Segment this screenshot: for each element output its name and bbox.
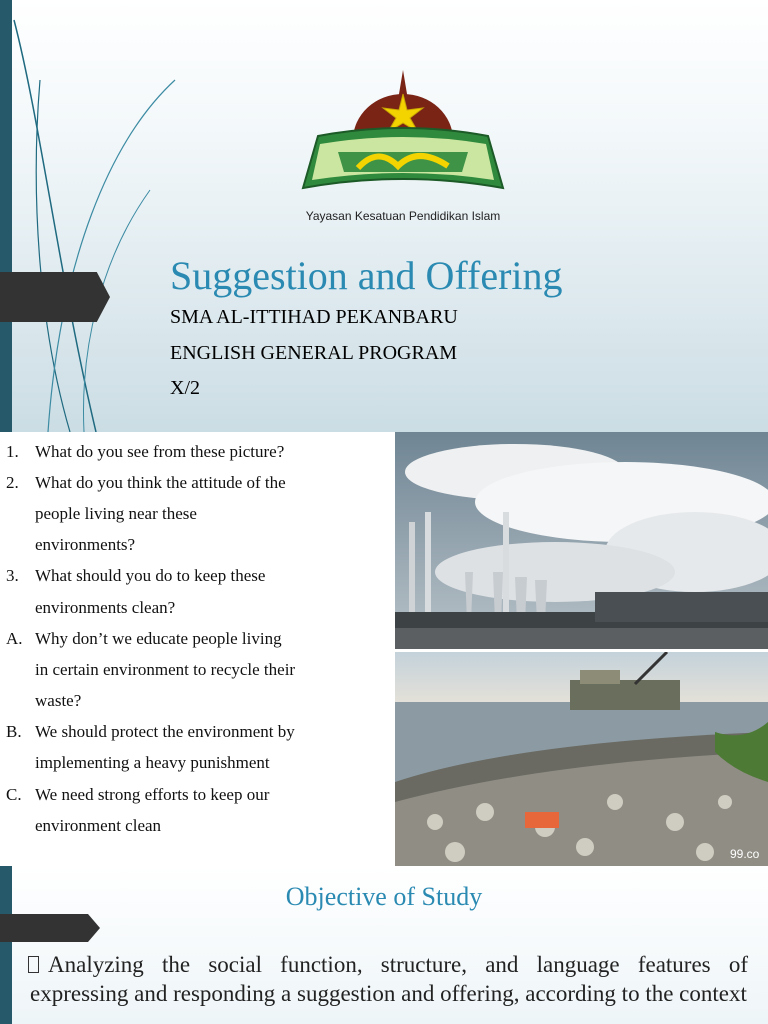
question-text: implementing a heavy punishment <box>35 753 270 773</box>
question-line <box>0 623 392 654</box>
question-text: Why don’t we educate people living <box>35 628 282 648</box>
question-text: environments clean? <box>35 597 176 617</box>
question-marker: 2. <box>6 472 19 492</box>
slide-title <box>0 0 768 432</box>
objective-arrow-shape <box>0 914 100 942</box>
slide-title-text: Suggestion and Offering <box>170 253 563 298</box>
question-text: environment clean <box>35 815 162 835</box>
question-line <box>0 717 392 748</box>
question-text: What should you do to keep these <box>35 566 266 586</box>
question-line <box>0 686 392 717</box>
title-arrow-shape <box>0 272 110 322</box>
slide-objective <box>0 866 768 1024</box>
objective-bullet <box>30 950 748 1008</box>
objective-title: Objective of Study <box>285 882 483 911</box>
objective-text: Analyzing the social function, structure, and language features of expressing and responding a suggestion and offering, according to the context <box>30 952 748 1006</box>
polluted-coast-photo <box>395 652 768 866</box>
question-line <box>0 810 392 841</box>
question-line <box>0 498 392 529</box>
question-marker: B. <box>6 722 22 742</box>
bullet-box-icon <box>28 956 39 973</box>
question-marker: C. <box>6 784 22 804</box>
factory-pollution-photo <box>395 432 768 649</box>
question-marker: A. <box>6 628 23 648</box>
question-text: waste? <box>35 691 82 711</box>
program-name: ENGLISH GENERAL PROGRAM <box>170 342 458 364</box>
question-line <box>0 654 392 685</box>
school-name: SMA AL-ITTIHAD PEKANBARU <box>170 306 458 328</box>
question-list <box>0 436 392 841</box>
question-marker: 1. <box>6 441 19 461</box>
question-marker: 3. <box>6 566 19 586</box>
question-line <box>0 467 392 498</box>
question-line <box>0 779 392 810</box>
question-text: What do you think the attitude of the <box>35 472 286 492</box>
question-text: people living near these <box>35 503 197 523</box>
question-line <box>0 436 392 467</box>
logo-caption: Yayasan Kesatuan Pendidikan Islam <box>305 209 501 223</box>
school-logo <box>298 70 508 230</box>
question-line <box>0 561 392 592</box>
question-line <box>0 592 392 623</box>
question-text: We should protect the environment by <box>35 722 295 742</box>
question-text: in certain environment to recycle their <box>35 659 296 679</box>
question-text: What do you see from these picture? <box>35 441 285 461</box>
question-text: environments? <box>35 535 136 555</box>
question-line <box>0 530 392 561</box>
photo-watermark: 99.co <box>730 847 760 861</box>
slide-questions <box>0 432 768 866</box>
question-text: We need strong efforts to keep our <box>35 784 270 804</box>
question-line <box>0 748 392 779</box>
class-label: X/2 <box>170 377 200 399</box>
